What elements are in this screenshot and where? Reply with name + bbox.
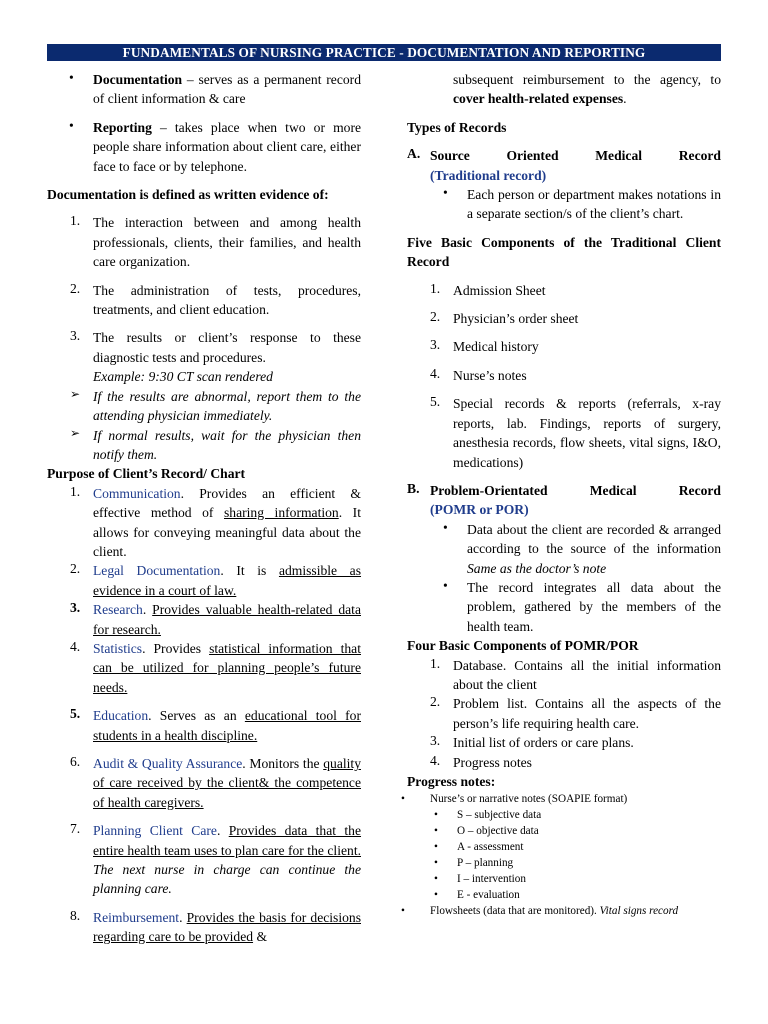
- purpose-label: Audit & Quality Assurance: [93, 756, 243, 771]
- purpose-text: . Provides: [142, 640, 210, 656]
- problem-bullet: [407, 520, 721, 578]
- item-number: 8.: [70, 907, 81, 923]
- component-item: [407, 366, 721, 385]
- example-text: Example: 9:30 CT scan rendered: [93, 369, 273, 385]
- problem-record-heading: [407, 481, 721, 520]
- item-number: 4.: [430, 365, 441, 381]
- bullet-dot: •: [434, 857, 438, 870]
- term: Reporting: [93, 119, 152, 135]
- pomr-item: [407, 753, 721, 772]
- soapie-text: O – objective data: [457, 825, 539, 838]
- purpose-item: [47, 706, 361, 745]
- item-text: Problem list. Contains all the aspects of the person’s life requiring health care.: [453, 696, 721, 731]
- bullet-text: Data about the client are recorded & arranged according to the source of the information: [467, 521, 721, 557]
- continuation-part: .: [623, 91, 627, 107]
- soapie-text: S – subjective data: [457, 809, 542, 822]
- purpose-text: .: [216, 823, 229, 839]
- item-number: 3.: [70, 600, 81, 616]
- bullet-reporting: [47, 118, 361, 176]
- arrow-bullet-icon: ➢: [70, 386, 81, 401]
- progress-heading: Progress notes:: [407, 774, 496, 789]
- item-number: 1.: [70, 483, 81, 499]
- soapie-item: [407, 871, 721, 887]
- bullet-dot: •: [443, 577, 448, 593]
- item-text: The interaction between and among health professionals, clients, their families, and health care organization.: [93, 215, 361, 270]
- item-number: 6.: [70, 754, 81, 769]
- purpose-text: . Monitors the: [242, 756, 324, 771]
- purpose-underlined: Provides the basis for decisions regarding care to be provided: [93, 909, 361, 945]
- bullet-dot: •: [434, 889, 438, 902]
- item-number: 2.: [430, 694, 441, 710]
- section-letter: B.: [407, 480, 420, 496]
- purpose-label: Legal Documentation: [93, 563, 221, 579]
- soapie-text: P – planning: [457, 857, 514, 870]
- purpose-underlined: Provides valuable health-related data for research.: [93, 602, 361, 637]
- soapie-text: A - assessment: [457, 841, 524, 854]
- soapie-text: E - evaluation: [457, 889, 520, 902]
- item-number: 2.: [70, 561, 81, 577]
- pomr-item: [407, 656, 721, 695]
- purpose-text: &: [253, 929, 268, 945]
- purpose-underlined: educational tool for students in a health discipline.: [93, 708, 361, 743]
- item-text: Nurse’s notes: [453, 367, 527, 383]
- bullet-dot: •: [401, 905, 405, 918]
- definition-heading: Documentation is defined as written evidence of:: [47, 187, 329, 203]
- pomr-item: [407, 694, 721, 733]
- purpose-item: [47, 561, 361, 600]
- item-text: The administration of tests, procedures, treatments, and client education.: [93, 282, 361, 318]
- bullet-dot: •: [69, 70, 74, 85]
- purpose-text: . Serves as an: [148, 708, 245, 724]
- item-number: 1.: [70, 213, 81, 229]
- item-text: Database. Contains all the initial information about the client: [453, 657, 721, 692]
- purpose-item: [47, 600, 361, 639]
- item-text: Progress notes: [453, 754, 532, 770]
- arrow-bullet-icon: ➢: [70, 425, 81, 440]
- four-components-heading: Four Basic Components of POMR/POR: [407, 638, 639, 654]
- bullet-dot: •: [434, 809, 438, 822]
- progress-item-nurse: [401, 791, 721, 807]
- soapie-item: [407, 855, 721, 871]
- evidence-item: [47, 281, 361, 320]
- purpose-italic: The next nurse in charge can continue the planning care.: [93, 862, 361, 897]
- item-number: 3.: [430, 337, 441, 353]
- purpose-text: .: [179, 909, 187, 925]
- purpose-underlined: quality of care received by the client& the competence of health caregivers.: [93, 756, 361, 810]
- purpose-item: [47, 754, 361, 812]
- item-text: Medical history: [453, 339, 539, 355]
- bullet-documentation: [47, 70, 361, 109]
- purpose-item: [47, 639, 361, 697]
- left-column: [47, 70, 361, 947]
- purpose-item: [47, 821, 361, 899]
- purpose-label: Education: [93, 708, 149, 724]
- item-number: 3.: [70, 328, 81, 344]
- purpose-underlined: statistical information that can be utilized for planning people’s future needs.: [93, 640, 361, 695]
- item-text: Initial list of orders or care plans.: [453, 735, 634, 751]
- soapie-item: [407, 839, 721, 855]
- bullet-dot: •: [443, 185, 448, 201]
- term-text: – serves as a permanent record of client information & care: [93, 72, 361, 107]
- evidence-item: [47, 328, 361, 386]
- item-text: Special records & reports (referrals, x-ray reports, lab. Findings, reports of surgery, anesthesia records, flow sheets, vital signs, I&O, medications): [453, 396, 721, 470]
- item-number: 5.: [430, 394, 441, 410]
- item-number: 5.: [70, 706, 81, 722]
- purpose-item: [47, 908, 361, 947]
- soapie-item: [407, 823, 721, 839]
- term-text: – takes place when two or more people share information about client care, either face to face or by telephone.: [93, 119, 361, 174]
- progress-text: Nurse’s or narrative notes (SOAPIE format): [430, 793, 628, 806]
- component-item: [407, 337, 721, 356]
- item-text: Physician’s order sheet: [453, 311, 579, 327]
- purpose-text: . It is: [220, 563, 279, 579]
- progress-italic: Vital signs record: [596, 905, 679, 918]
- bullet-dot: •: [434, 841, 438, 854]
- item-number: 2.: [70, 280, 81, 296]
- bullet-italic: Same as the doctor’s note: [467, 560, 607, 576]
- purpose-label: Planning Client Care: [93, 823, 217, 839]
- right-column: [401, 70, 721, 919]
- purpose-label: Statistics: [93, 640, 143, 656]
- section-letter: A.: [407, 146, 421, 162]
- item-number: 1.: [430, 280, 441, 296]
- arrow-text: If normal results, wait for the physician then notify them.: [93, 427, 361, 462]
- item-number: 4.: [70, 638, 81, 654]
- purpose-item: [47, 484, 361, 562]
- component-item: [407, 309, 721, 328]
- purpose-text: . Provides an efficient & effective method of: [93, 485, 361, 521]
- page-banner: FUNDAMENTALS OF NURSING PRACTICE - DOCUMENTATION AND REPORTING: [47, 44, 721, 61]
- purpose-underlined: Provides data that the entire health team uses to plan care for the client.: [93, 823, 362, 858]
- section-subtitle: (POMR or POR): [430, 502, 529, 518]
- bullet-text: Each person or department makes notations in a separate section/s of the client’s chart.: [467, 187, 721, 222]
- bullet-dot: •: [401, 793, 405, 806]
- pomr-item: [407, 733, 721, 752]
- purpose-label: Communication: [93, 485, 181, 501]
- section-title: Problem-Orientated Medical Record: [430, 482, 721, 498]
- item-number: 7.: [70, 821, 81, 837]
- progress-item-flowsheets: [401, 903, 721, 919]
- arrow-text: If the results are abnormal, report them to the attending physician immediately.: [93, 388, 361, 424]
- purpose-underlined: sharing information: [224, 505, 339, 521]
- soapie-item: [407, 887, 721, 903]
- continuation-text: [407, 70, 721, 109]
- purpose-label: Research: [93, 602, 143, 618]
- item-number: 3.: [430, 733, 441, 749]
- arrow-item: [47, 426, 361, 465]
- item-number: 1.: [430, 655, 441, 671]
- purpose-text: .: [142, 602, 153, 618]
- arrow-item: [47, 387, 361, 426]
- section-title: Source Oriented Medical Record: [430, 148, 721, 164]
- soapie-item: [407, 807, 721, 823]
- soapie-text: I – intervention: [457, 873, 526, 886]
- purpose-label: Reimbursement: [93, 909, 180, 925]
- purpose-heading: Purpose of Client’s Record/ Chart: [47, 466, 246, 482]
- progress-text: Flowsheets (data that are monitored).: [430, 905, 597, 918]
- item-text: Admission Sheet: [453, 282, 546, 298]
- term: Documentation: [93, 72, 183, 87]
- bullet-dot: •: [443, 519, 448, 535]
- types-heading: Types of Records: [407, 119, 507, 135]
- evidence-item: [47, 213, 361, 271]
- item-number: 2.: [430, 309, 441, 325]
- item-text: The results or client’s response to these diagnostic tests and procedures.: [93, 330, 361, 365]
- continuation-bold: cover health-related expenses: [453, 91, 624, 107]
- purpose-text: . It allows for conveying meaningful data about the client.: [93, 505, 361, 559]
- bullet-dot: •: [434, 873, 438, 886]
- purpose-underlined: admissible as evidence in a court of law.: [93, 563, 362, 598]
- problem-bullet: [407, 578, 721, 636]
- component-item: [407, 281, 721, 300]
- continuation-part: subsequent reimbursement to the agency, to: [453, 72, 721, 87]
- bullet-dot: •: [69, 117, 74, 133]
- item-number: 4.: [430, 752, 441, 768]
- bullet-dot: •: [434, 825, 438, 838]
- bullet-text: The record integrates all data about the problem, gathered by the members of the health team.: [467, 579, 721, 634]
- source-record-heading: [407, 146, 721, 185]
- section-subtitle: (Traditional record): [430, 167, 547, 183]
- component-item: [407, 394, 721, 472]
- source-bullet: [407, 185, 721, 224]
- five-components-heading: Five Basic Components of the Traditional Client Record: [407, 234, 721, 270]
